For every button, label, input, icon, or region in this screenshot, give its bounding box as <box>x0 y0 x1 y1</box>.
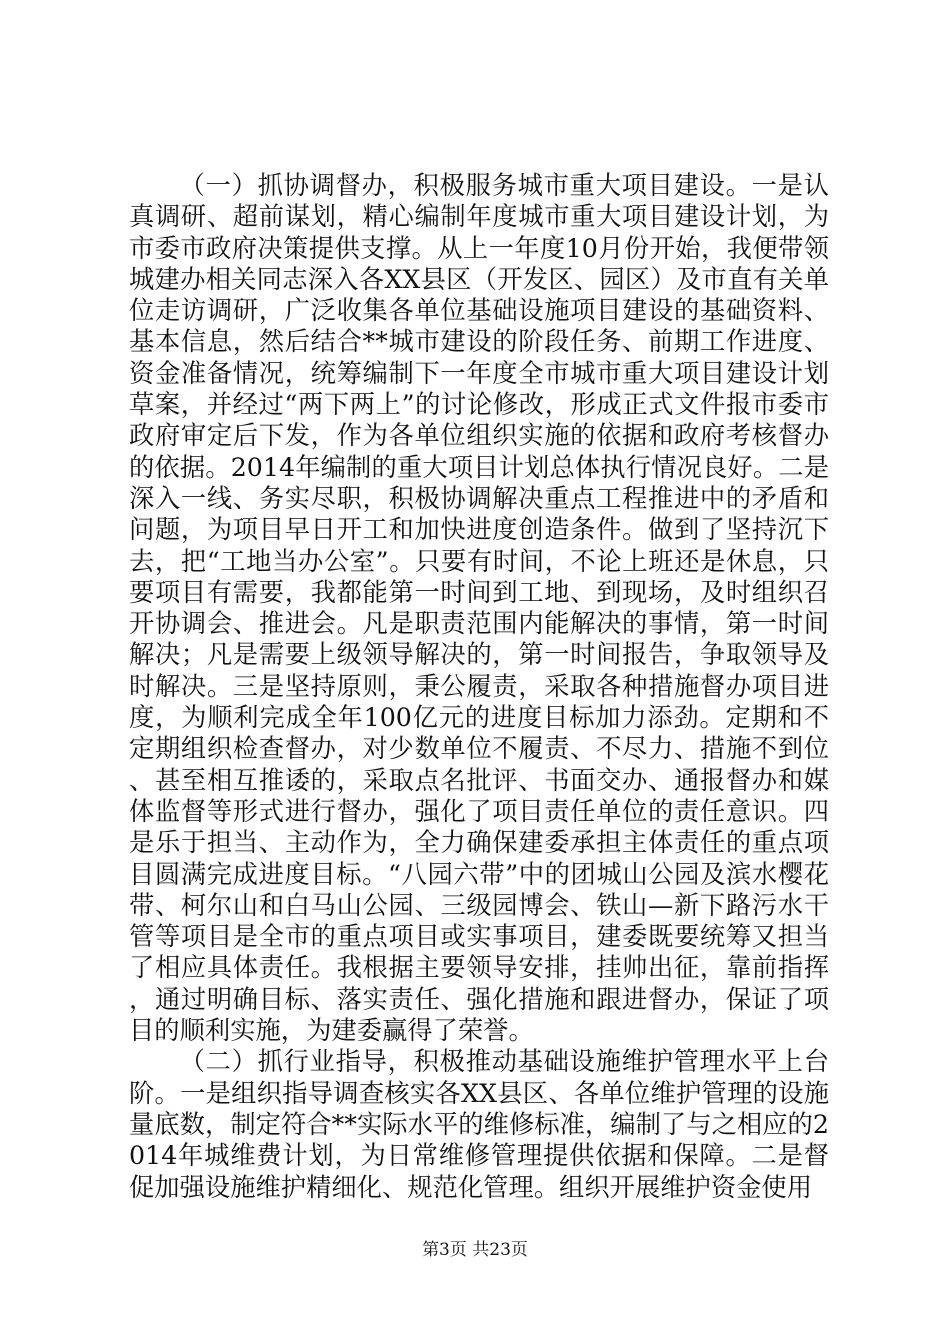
paragraph-2: （二）抓行业指导，积极推动基础设施维护管理水平上台阶。一是组织指导调查核实各XX县区、各单位维护管理的设施量底数，制定符合**实际水平的维修标准，编制了与之相应的2014年城维费计划，为日常维修管理提供依据和保障。二是督促加强设施维护精细化、规范化管理。组织开展维护资金使用 <box>129 1047 829 1202</box>
page-number-footer: 第3页 共23页 <box>422 1240 528 1260</box>
paragraph-1: （一）抓协调督办，积极服务城市重大项目建设。一是认真调研、超前谋划，精心编制年度城市重大项目建设计划，为市委市政府决策提供支撑。从上一年度10月份开始，我便带领城建办相关同志深入各XX县区（开发区、园区）及市直有关单位走访调研，广泛收集各单位基础设施项目建设的基础资料、基本信息，然后结合**城市建设的阶段任务、前期工作进度、资金准备情况，统筹编制下一年度全市城市重大项目建设计划草案，并经过“两下两上”的讨论修改，形成正式文件报市委市政府审定后下发，作为各单位组织实施的依据和政府考核督办的依据。2014年编制的重大项目计划总体执行情况良好。二是深入一线、务实尽职，积极协调解决重点工程推进中的矛盾和问题，为项目早日开工和加快进度创造条件。做到了坚持沉下去，把“工地当办公室”。只要有时间，不论上班还是休息，只要项目有需要，我都能第一时间到工地、到现场，及时组织召开协调会、推进会。凡是职责范围内能解决的事情，第一时间解决；凡是需要上级领导解决的，第一时间报告，争取领导及时解决。三是坚持原则，秉公履责，采取各种措施督办项目进度，为顺利完成全年100亿元的进度目标加力添劲。定期和不定期组织检查督办，对少数单位不履责、不尽力、措施不到位、甚至相互推诿的，采取点名批评、书面交办、通报督办和媒体监督等形式进行督办，强化了项目责任单位的责任意识。四是乐于担当、主动作为，全力确保建委承担主体责任的重点项目圆满完成进度目标。“八园六带”中的团城山公园及滨水樱花带、柯尔山和白马山公园、三级园博会、铁山—新下路污水干管等项目是全市的重点项目或实事项目，建委既要统筹又担当了相应具体责任。我根据主要领导安排，挂帅出征，靠前指挥，通过明确目标、落实责任、强化措施和跟进督办，保证了项目的顺利实施，为建委赢得了荣誉。 <box>129 171 829 1046</box>
document-body <box>129 170 829 1203</box>
